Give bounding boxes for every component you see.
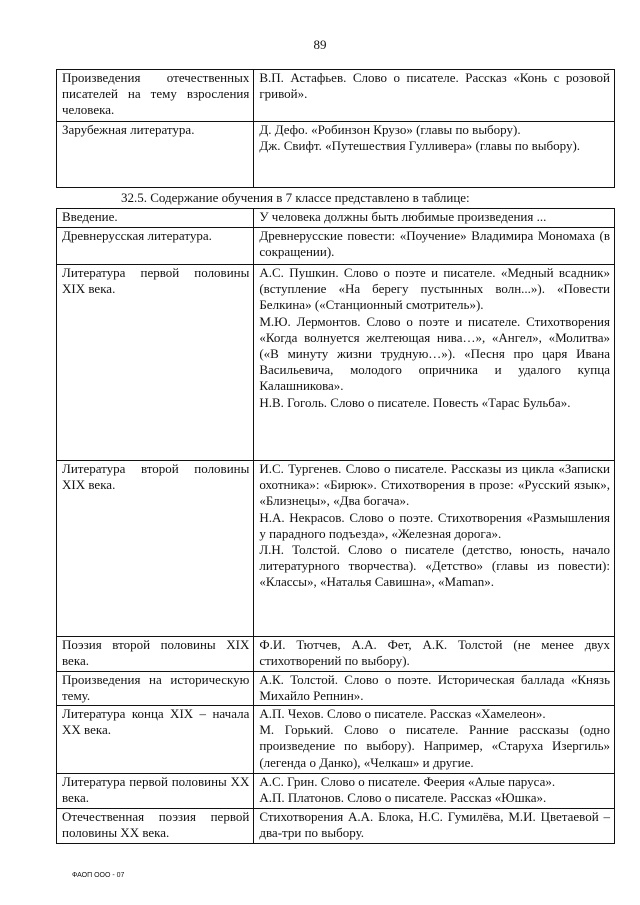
table-row [57,461,615,637]
content-paragraph: Д. Дефо. «Робинзон Крузо» (главы по выбору). [259,122,521,137]
table-row [57,706,615,774]
table-cell-topic: Литература конца XIX – начала XX века. [57,706,254,774]
table-cell-content [254,637,615,672]
content-paragraph: А.П. Платонов. Слово о писателе. Рассказ «Юшка». [259,790,547,806]
table-row [57,774,615,809]
content-paragraph: А.С. Пушкин. Слово о поэте и писателе. «Медный всадник» (вступление «На берегу пустынных волн...»). «Повести Белкина» («Станционный смотритель»). [259,265,610,313]
table-row [57,122,615,188]
table-cell-topic: Произведения на историческую тему. [57,672,254,706]
table-cell-content [254,774,615,809]
table-row [57,637,615,672]
document-code: ФАОП ООО - 07 [72,872,125,879]
table-cell-content [254,809,615,844]
table-cell-topic: Литература первой половины XX века. [57,774,254,809]
content-paragraph: И.С. Тургенев. Слово о писателе. Рассказы из цикла «Записки охотника»: «Бирюк». Стихотворения в прозе: «Русский язык», «Близнецы», «Два богача». [259,461,610,509]
content-paragraph: Ф.И. Тютчев, А.А. Фет, А.К. Толстой (не менее двух стихотворений по выбору). [259,637,610,669]
table-row [57,209,615,228]
content-paragraph: М.Ю. Лермонтов. Слово о поэте и писателе. Стихотворения «Когда волнуется желтеющая нива…», «Ангел», «Молитва» («В минуту жизни трудную…»). «Песня про царя Ивана Васильевича, молодого опричника и удалого купца Калашникова». [259,313,610,394]
table-cell-content [254,461,615,637]
table-cell-content [254,209,615,228]
page-number: 89 [313,37,327,52]
content-paragraph: М. Горький. Слово о писателе. Ранние рассказы (одно произведение по выбору). Например, «Старуха Изергиль» (легенда о Данко), «Челкаш» и другие. [259,722,610,770]
table-row [57,265,615,461]
table-cell-content [254,122,615,188]
table-cell-topic: Древнерусская литература. [57,228,254,265]
content-paragraph: Н.А. Некрасов. Слово о поэте. Стихотворения «Размышления у парадного подъезда», «Железная дорога». [259,509,610,541]
content-paragraph: Стихотворения А.А. Блока, Н.С. Гумилёва, М.И. Цветаевой – два-три по выбору. [259,809,610,841]
table-cell-content [254,70,615,122]
table-row [57,672,615,706]
table-cell-topic: Произведения отечественных писателей на тему взросления человека. [57,70,254,122]
table-cell-topic: Поэзия второй половины XIX века. [57,637,254,672]
table-cell-topic: Литература второй половины XIX века. [57,461,254,637]
table-cell-content [254,265,615,461]
curriculum-table-continued [56,69,615,188]
table-cell-content [254,706,615,774]
table-row [57,70,615,122]
table-cell-topic: Введение. [57,209,254,228]
content-paragraph: У человека должны быть любимые произведения ... [259,209,547,224]
table-row [57,228,615,265]
content-paragraph: Дж. Свифт. «Путешествия Гулливера» (главы по выбору). [259,138,581,154]
content-paragraph: Н.В. Гоголь. Слово о писателе. Повесть «Тарас Бульба». [259,394,571,410]
table-cell-topic: Отечественная поэзия первой половины XX века. [57,809,254,844]
content-paragraph: Л.Н. Толстой. Слово о писателе (детство, юность, начало литературного творчества). «Детство» (главы из повести): «Классы», «Наталья Савишна», «Maman». [259,542,610,590]
table-cell-content [254,228,615,265]
grade7-content-table [56,208,615,844]
content-paragraph: А.П. Чехов. Слово о писателе. Рассказ «Хамелеон». [259,706,546,721]
table-cell-content [254,672,615,706]
table-cell-topic: Зарубежная литература. [57,122,254,188]
table-row [57,809,615,844]
table-cell-topic: Литература первой половины XIX века. [57,265,254,461]
section-heading: 32.5. Содержание обучения в 7 классе представлено в таблице: [121,190,470,205]
content-paragraph: В.П. Астафьев. Слово о писателе. Рассказ «Конь с розовой гривой». [259,70,610,102]
content-paragraph: А.С. Грин. Слово о писателе. Феерия «Алые паруса». [259,774,556,789]
content-paragraph: А.К. Толстой. Слово о поэте. Историческая баллада «Князь Михайло Репнин». [259,672,610,704]
content-paragraph: Древнерусские повести: «Поучение» Владимира Мономаха (в сокращении). [259,228,610,260]
